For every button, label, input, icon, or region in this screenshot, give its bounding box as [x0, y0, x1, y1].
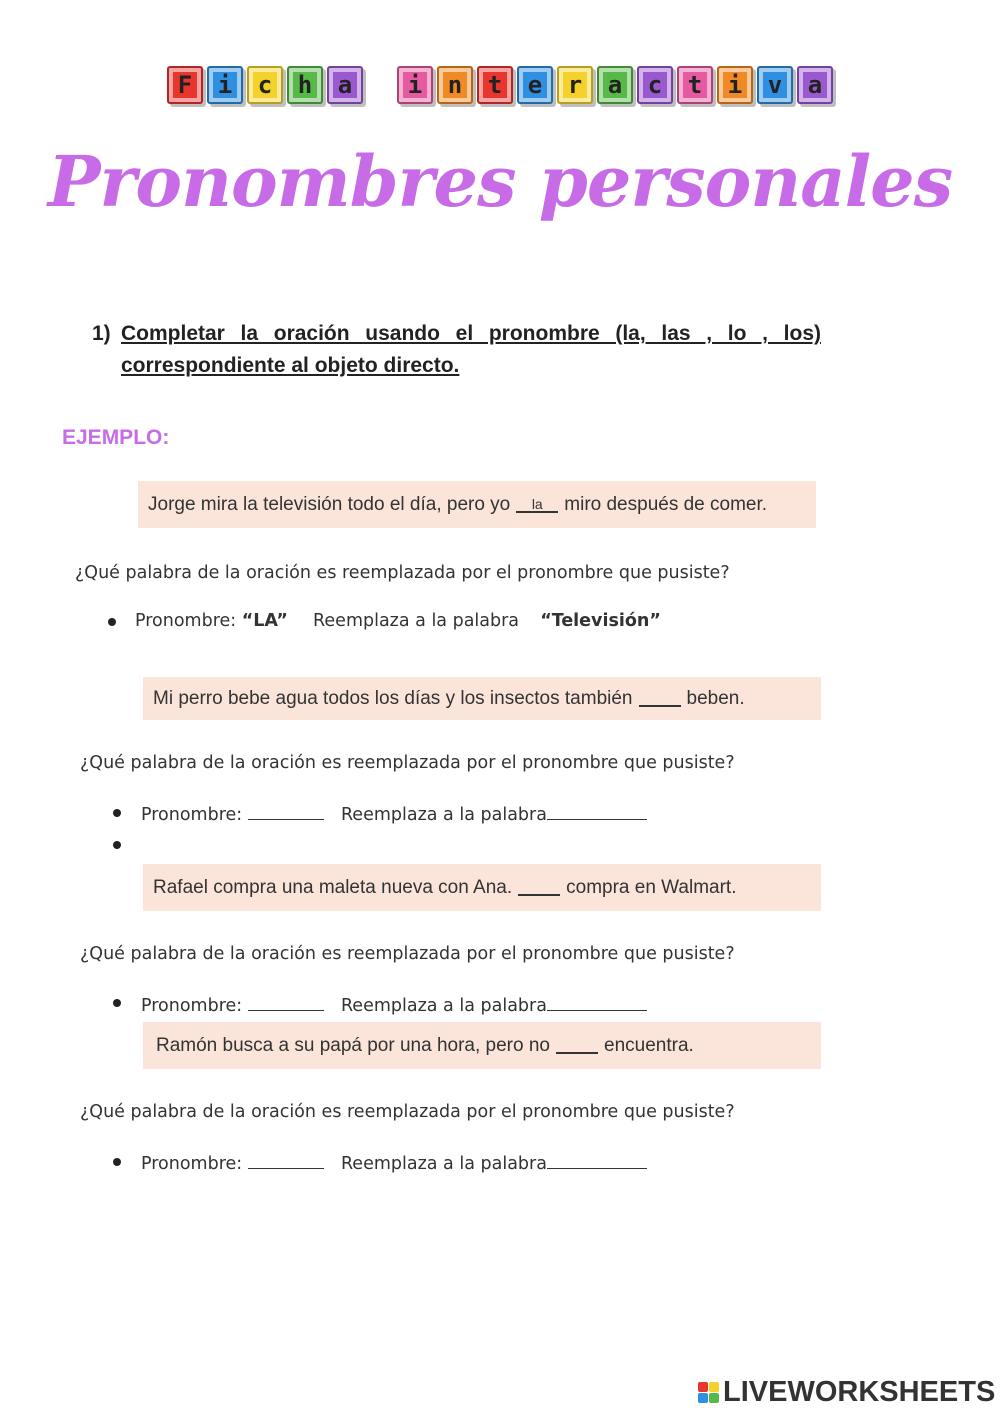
- bullet-icon: [108, 618, 116, 626]
- letter-block: a: [327, 66, 363, 104]
- logo-square: [709, 1393, 719, 1403]
- letter-block: v: [757, 66, 793, 104]
- letter-block: c: [247, 66, 283, 104]
- exercise-1-word-input[interactable]: [547, 801, 647, 820]
- letter-block: a: [597, 66, 633, 104]
- exercise-3-replaces-label: Reemplaza a la palabra: [340, 1154, 547, 1174]
- exercise-1-replaces-label: Reemplaza a la palabra: [340, 805, 547, 825]
- exercise-3-sentence-before: Ramón busca a su papá por una hora, pero no: [156, 1034, 550, 1056]
- exercise-3-pronoun-input[interactable]: [248, 1150, 324, 1169]
- exercise-1-sentence-box: [143, 677, 821, 720]
- exercise-2-word-input[interactable]: [547, 992, 647, 1011]
- exercise-1-sentence-after: beben.: [686, 687, 745, 709]
- exercise-2-question: ¿Qué palabra de la oración es reemplazada por el pronombre que pusiste?: [80, 944, 735, 964]
- letter-block: t: [677, 66, 713, 104]
- example-pronoun-value: “LA”: [241, 611, 288, 631]
- exercise-3-blank[interactable]: [556, 1038, 598, 1054]
- example-sentence-after: miro después de comer.: [564, 493, 768, 515]
- letter-block: F: [167, 66, 203, 104]
- letter-block: i: [207, 66, 243, 104]
- letter-block: h: [287, 66, 323, 104]
- example-replaces-label: Reemplaza a la palabra: [313, 611, 520, 631]
- exercise-2-pronoun-input[interactable]: [248, 992, 324, 1011]
- footer-brand[interactable]: [698, 1376, 995, 1409]
- instruction-text: Completar la oración usando el pronombre (la, las , lo , los) correspondiente al objeto directo.: [121, 322, 821, 377]
- logo-square: [709, 1382, 719, 1392]
- exercise-2-pronoun-label: Pronombre:: [141, 996, 243, 1016]
- exercise-1-sentence-before: Mi perro bebe agua todos los días y los insectos también: [153, 687, 633, 709]
- bullet-icon: [113, 841, 121, 849]
- bullet-icon: [113, 999, 121, 1007]
- footer-brand-text: LIVEWORKSHEETS: [723, 1376, 996, 1408]
- exercise-1-blank[interactable]: [639, 691, 681, 707]
- instruction-number: 1): [92, 322, 111, 345]
- exercise-1-pronoun-label: Pronombre:: [141, 805, 243, 825]
- exercise-3-pronoun-label: Pronombre:: [141, 1154, 243, 1174]
- letter-block: a: [797, 66, 833, 104]
- exercise-1-pronoun-input[interactable]: [248, 801, 324, 820]
- letter-block: i: [717, 66, 753, 104]
- letter-block: i: [397, 66, 433, 104]
- exercise-2-answer-line: [141, 992, 647, 1016]
- exercise-3-word-input[interactable]: [547, 1150, 647, 1169]
- example-answer-line: [135, 611, 661, 631]
- example-sentence-box: [138, 481, 816, 528]
- header-letter-blocks: [0, 66, 1000, 104]
- exercise-2-sentence-after: compra en Walmart.: [566, 876, 737, 898]
- exercise-2-replaces-label: Reemplaza a la palabra: [340, 996, 547, 1016]
- logo-square: [698, 1382, 708, 1392]
- letter-block: c: [637, 66, 673, 104]
- letter-block: t: [477, 66, 513, 104]
- exercise-1-question: ¿Qué palabra de la oración es reemplazada por el pronombre que pusiste?: [80, 753, 735, 773]
- exercise-3-sentence-after: encuentra.: [604, 1034, 694, 1056]
- letter-block: e: [517, 66, 553, 104]
- exercise-3-sentence-box: [143, 1022, 821, 1069]
- bullet-icon: [113, 1158, 121, 1166]
- page-title: Pronombres personales: [47, 140, 953, 223]
- example-label: EJEMPLO:: [62, 426, 170, 449]
- exercise-2-sentence-box: [143, 864, 821, 911]
- exercise-3-question: ¿Qué palabra de la oración es reemplazada por el pronombre que pusiste?: [80, 1102, 735, 1122]
- example-replaces-value: “Televisión”: [540, 611, 661, 631]
- exercise-1-answer-line: [141, 801, 647, 825]
- example-question: ¿Qué palabra de la oración es reemplazada por el pronombre que pusiste?: [75, 563, 730, 583]
- example-pronoun-label: Pronombre:: [135, 611, 237, 631]
- exercise-2-sentence-before: Rafael compra una maleta nueva con Ana.: [153, 876, 513, 898]
- letter-block-space: [367, 66, 393, 104]
- example-answer-blank: la: [516, 497, 558, 513]
- exercise-2-blank[interactable]: [518, 880, 560, 896]
- example-sentence-before: Jorge mira la televisión todo el día, pero yo: [148, 493, 511, 515]
- logo-square: [698, 1393, 708, 1403]
- exercise-3-answer-line: [141, 1150, 647, 1174]
- letter-block: n: [437, 66, 473, 104]
- letter-block: r: [557, 66, 593, 104]
- liveworksheets-logo-icon: [698, 1382, 719, 1403]
- bullet-icon: [113, 809, 121, 817]
